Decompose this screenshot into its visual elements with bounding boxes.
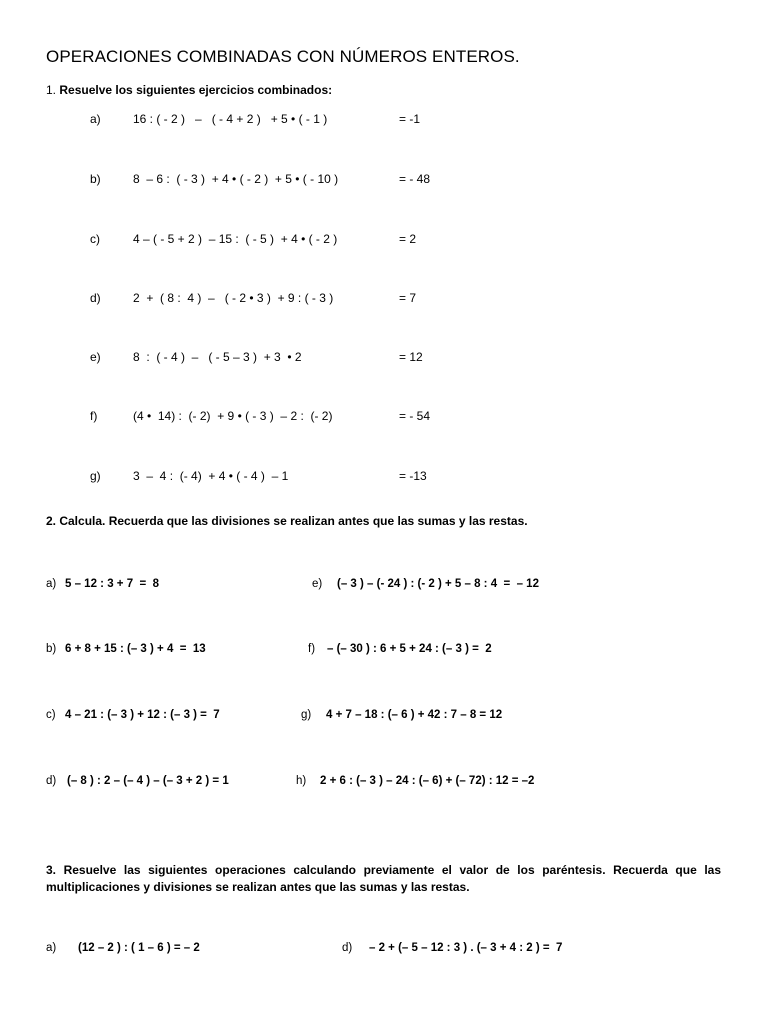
exercise-result: = 2 [399,232,417,246]
exercise-expression: – 2 + (– 5 – 12 : 3 ) . (– 3 + 4 : 2 ) = 7 [369,942,563,954]
exercise-result: = -13 [399,469,427,483]
exercise-expression: 4 – 21 : (– 3 ) + 12 : (– 3 ) = 7 [65,709,220,721]
section-1-heading-text: Resuelve los siguientes ejercicios combinados: [59,83,333,97]
exercise-expression: 6 + 8 + 15 : (– 3 ) + 4 = 13 [65,643,206,655]
section-2-heading: 2. Calcula. Recuerda que las divisiones se realizan antes que las sumas y las restas. [46,514,528,528]
exercise-expression: 3 – 4 : (- 4) + 4 • ( - 4 ) – 1 [133,469,289,483]
exercise-label: f) [308,643,316,655]
section-3-heading: 3. Resuelve las siguientes operaciones calculando previamente el valor de los paréntesis. Recuerda que las multiplicaciones y divisiones se realizan antes que las sumas y las restas. [46,863,721,894]
exercise-expression: (– 8 ) : 2 – (– 4 ) – (– 3 + 2 ) = 1 [67,775,229,787]
exercise-label: e) [90,350,101,364]
exercise-label: d) [90,291,101,305]
exercise-expression: 5 – 12 : 3 + 7 = 8 [65,578,159,590]
exercise-expression: (12 – 2 ) : ( 1 – 6 ) = – 2 [78,942,200,954]
section-1-heading [46,83,332,97]
exercise-label: g) [301,709,312,721]
exercise-result: = 12 [399,350,423,364]
exercise-expression: 16 : ( - 2 ) – ( - 4 + 2 ) + 5 • ( - 1 ) [133,112,328,126]
exercise-label: a) [46,578,57,590]
exercise-expression: (– 3 ) – (- 24 ) : (- 2 ) + 5 – 8 : 4 = – 12 [337,578,539,590]
exercise-label: b) [90,172,101,186]
exercise-label: d) [46,775,57,787]
exercise-expression: 2 + ( 8 : 4 ) – ( - 2 • 3 ) + 9 : ( - 3 ) [133,291,334,305]
exercise-expression: – (– 30 ) : 6 + 5 + 24 : (– 3 ) = 2 [327,643,492,655]
exercise-label: a) [46,942,57,954]
exercise-label: f) [90,409,98,423]
exercise-expression: 8 – 6 : ( - 3 ) + 4 • ( - 2 ) + 5 • ( - 10 ) [133,172,339,186]
exercise-expression: (4 • 14) : (- 2) + 9 • ( - 3 ) – 2 : (- 2) [133,409,333,423]
exercise-expression: 4 + 7 – 18 : (– 6 ) + 42 : 7 – 8 = 12 [326,709,503,721]
exercise-result: = - 48 [399,172,431,186]
exercise-label: c) [46,709,56,721]
exercise-label: e) [312,578,323,590]
exercise-label: g) [90,469,101,483]
exercise-label: b) [46,643,57,655]
section-1-number: 1. [46,83,57,97]
exercise-label: c) [90,232,100,246]
exercise-label: d) [342,942,353,954]
exercise-label: h) [296,775,307,787]
exercise-expression: 8 : ( - 4 ) – ( - 5 – 3 ) + 3 • 2 [133,350,302,364]
exercise-result: = 7 [399,291,417,305]
exercise-result: = - 54 [399,409,431,423]
exercise-label: a) [90,112,101,126]
exercise-expression: 2 + 6 : (– 3 ) – 24 : (– 6) + (– 72) : 12 = –2 [320,775,535,787]
exercise-expression: 4 – ( - 5 + 2 ) – 15 : ( - 5 ) + 4 • ( - 2 ) [133,232,338,246]
page-title: OPERACIONES COMBINADAS CON NÚMEROS ENTEROS. [46,47,520,66]
exercise-result: = -1 [399,112,421,126]
